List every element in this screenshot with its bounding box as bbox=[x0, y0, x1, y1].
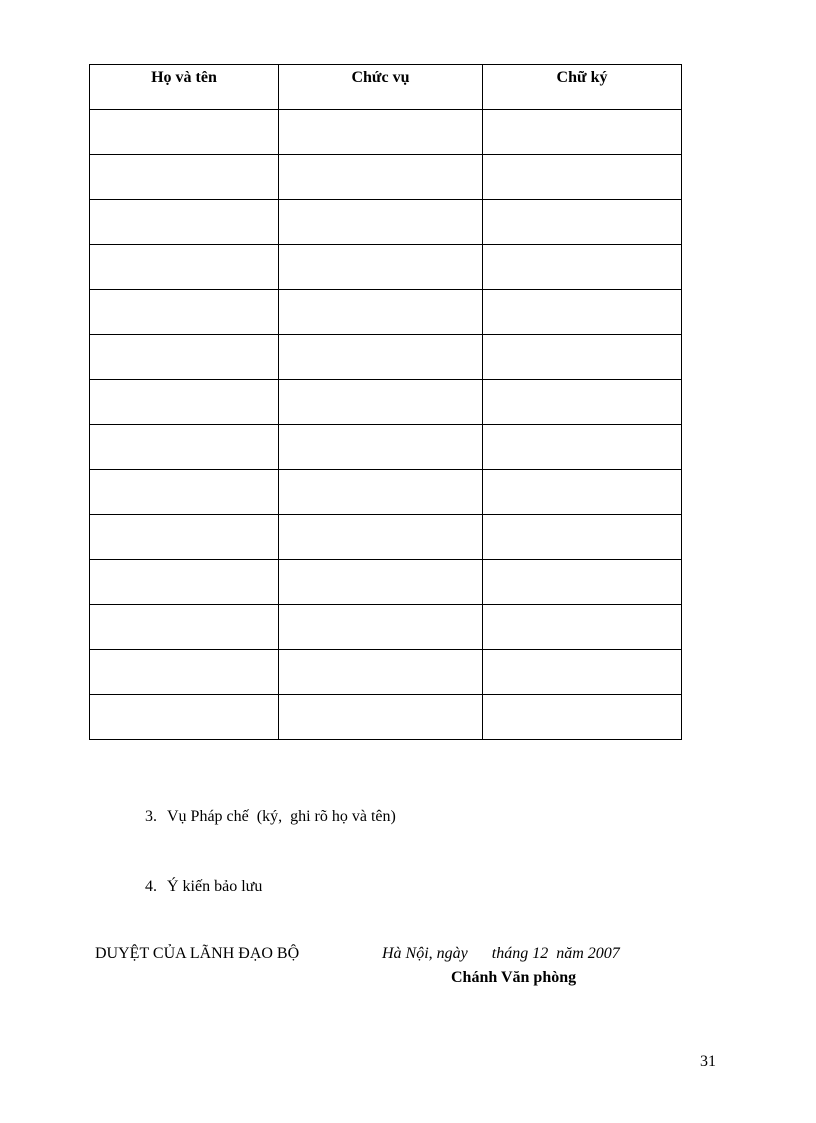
item-text: Ý kiến bảo lưu bbox=[167, 878, 263, 895]
name-cell[interactable] bbox=[90, 650, 279, 695]
signature-cell[interactable] bbox=[483, 425, 682, 470]
signature-table bbox=[89, 64, 682, 740]
header-signature: Chữ ký bbox=[483, 65, 682, 110]
name-cell[interactable] bbox=[90, 200, 279, 245]
position-cell[interactable] bbox=[279, 515, 483, 560]
approval-label: DUYỆT CỦA LÃNH ĐẠO BỘ bbox=[95, 945, 300, 962]
date-line: Hà Nội, ngày tháng 12 năm 2007 bbox=[382, 945, 620, 962]
position-cell[interactable] bbox=[279, 290, 483, 335]
signature-cell[interactable] bbox=[483, 605, 682, 650]
position-cell[interactable] bbox=[279, 470, 483, 515]
position-cell[interactable] bbox=[279, 245, 483, 290]
table-row bbox=[90, 605, 682, 650]
position-cell[interactable] bbox=[279, 380, 483, 425]
item-text: Vụ Pháp chế (ký, ghi rõ họ và tên) bbox=[167, 808, 396, 825]
position-cell[interactable] bbox=[279, 110, 483, 155]
item-number: 4. bbox=[145, 878, 157, 895]
table-row bbox=[90, 335, 682, 380]
table-row bbox=[90, 155, 682, 200]
header-full-name: Họ và tên bbox=[90, 65, 279, 110]
table-row bbox=[90, 290, 682, 335]
table-row bbox=[90, 245, 682, 290]
table-row bbox=[90, 470, 682, 515]
name-cell[interactable] bbox=[90, 515, 279, 560]
position-cell[interactable] bbox=[279, 605, 483, 650]
signature-cell[interactable] bbox=[483, 695, 682, 740]
signature-cell[interactable] bbox=[483, 245, 682, 290]
name-cell[interactable] bbox=[90, 470, 279, 515]
position-cell[interactable] bbox=[279, 560, 483, 605]
name-cell[interactable] bbox=[90, 335, 279, 380]
name-cell[interactable] bbox=[90, 245, 279, 290]
position-cell[interactable] bbox=[279, 335, 483, 380]
signature-cell[interactable] bbox=[483, 200, 682, 245]
signature-cell[interactable] bbox=[483, 515, 682, 560]
table-row bbox=[90, 200, 682, 245]
table-row bbox=[90, 380, 682, 425]
name-cell[interactable] bbox=[90, 290, 279, 335]
signature-cell[interactable] bbox=[483, 290, 682, 335]
name-cell[interactable] bbox=[90, 425, 279, 470]
table-row bbox=[90, 515, 682, 560]
item-legal-department bbox=[145, 808, 396, 826]
page-number: 31 bbox=[700, 1053, 716, 1070]
table-header-row bbox=[90, 65, 682, 110]
position-cell[interactable] bbox=[279, 200, 483, 245]
position-cell[interactable] bbox=[279, 155, 483, 200]
name-cell[interactable] bbox=[90, 605, 279, 650]
item-reserved-opinion bbox=[145, 878, 262, 896]
position-cell[interactable] bbox=[279, 425, 483, 470]
table-row bbox=[90, 110, 682, 155]
signature-cell[interactable] bbox=[483, 650, 682, 695]
signature-cell[interactable] bbox=[483, 155, 682, 200]
signature-cell[interactable] bbox=[483, 110, 682, 155]
name-cell[interactable] bbox=[90, 560, 279, 605]
name-cell[interactable] bbox=[90, 155, 279, 200]
table-body bbox=[90, 110, 682, 740]
signer-title: Chánh Văn phòng bbox=[451, 969, 577, 986]
table-row bbox=[90, 560, 682, 605]
signature-cell[interactable] bbox=[483, 560, 682, 605]
name-cell[interactable] bbox=[90, 380, 279, 425]
signature-cell[interactable] bbox=[483, 470, 682, 515]
header-position: Chức vụ bbox=[279, 65, 483, 110]
table-row bbox=[90, 425, 682, 470]
signature-cell[interactable] bbox=[483, 335, 682, 380]
table-row bbox=[90, 650, 682, 695]
name-cell[interactable] bbox=[90, 110, 279, 155]
item-number: 3. bbox=[145, 808, 157, 825]
position-cell[interactable] bbox=[279, 650, 483, 695]
name-cell[interactable] bbox=[90, 695, 279, 740]
position-cell[interactable] bbox=[279, 695, 483, 740]
table-row bbox=[90, 695, 682, 740]
signature-cell[interactable] bbox=[483, 380, 682, 425]
